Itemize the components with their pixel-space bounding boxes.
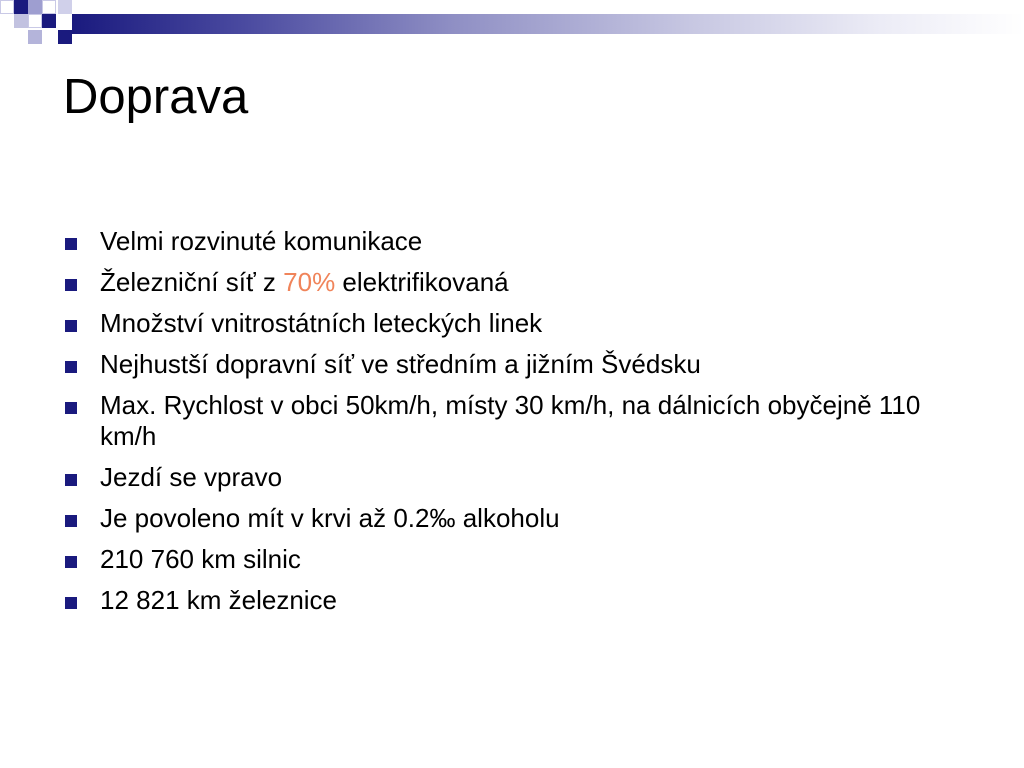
bullet-item (64, 462, 964, 493)
bullet-item (64, 390, 964, 452)
bullet-item (64, 267, 964, 298)
bullet-text: Nejhustší dopravní síť ve středním a jižním Švédsku (100, 349, 701, 379)
decorative-banner (0, 0, 1024, 48)
banner-square (14, 14, 28, 28)
square-bullet-icon (65, 515, 77, 527)
square-bullet-icon (65, 597, 77, 609)
bullet-text: Jezdí se vpravo (100, 462, 283, 492)
slide-title: Doprava (63, 70, 249, 124)
banner-square (42, 14, 56, 28)
bullet-item (64, 308, 964, 339)
bullet-text-before: Železniční síť z (100, 267, 284, 297)
banner-square (28, 30, 42, 44)
banner-square (14, 0, 28, 14)
bullet-highlight: 70% (283, 267, 336, 297)
square-bullet-icon (65, 556, 77, 568)
bullet-text: Množství vnitrostátních leteckých linek (100, 308, 543, 338)
bullet-item (64, 226, 964, 257)
banner-square (58, 30, 72, 44)
square-bullet-icon (65, 320, 77, 332)
banner-square (58, 0, 72, 14)
banner-square (28, 0, 42, 14)
bullet-item (64, 544, 964, 575)
bullet-text: 210 760 km silnic (100, 544, 301, 574)
square-bullet-icon (65, 279, 77, 291)
bullet-text: Max. Rychlost v obci 50km/h, místy 30 km/h, na dálnicích obyčejně 110 km/h (100, 390, 921, 451)
bullet-item (64, 585, 964, 616)
bullet-text: Velmi rozvinuté komunikace (100, 226, 423, 256)
bullet-text: Je povoleno mít v krvi až 0.2‰ alkoholu (100, 503, 560, 533)
bullet-item (64, 349, 964, 380)
bullet-text-after: elektrifikovaná (335, 267, 509, 297)
square-bullet-icon (65, 474, 77, 486)
square-bullet-icon (65, 402, 77, 414)
banner-square (28, 14, 42, 28)
banner-square (42, 0, 56, 14)
banner-square (0, 0, 14, 14)
banner-gradient-bar (72, 14, 1024, 34)
square-bullet-icon (65, 361, 77, 373)
bullet-item (64, 503, 964, 534)
square-bullet-icon (65, 238, 77, 250)
bullet-list (64, 226, 964, 626)
bullet-text: 12 821 km železnice (100, 585, 338, 615)
